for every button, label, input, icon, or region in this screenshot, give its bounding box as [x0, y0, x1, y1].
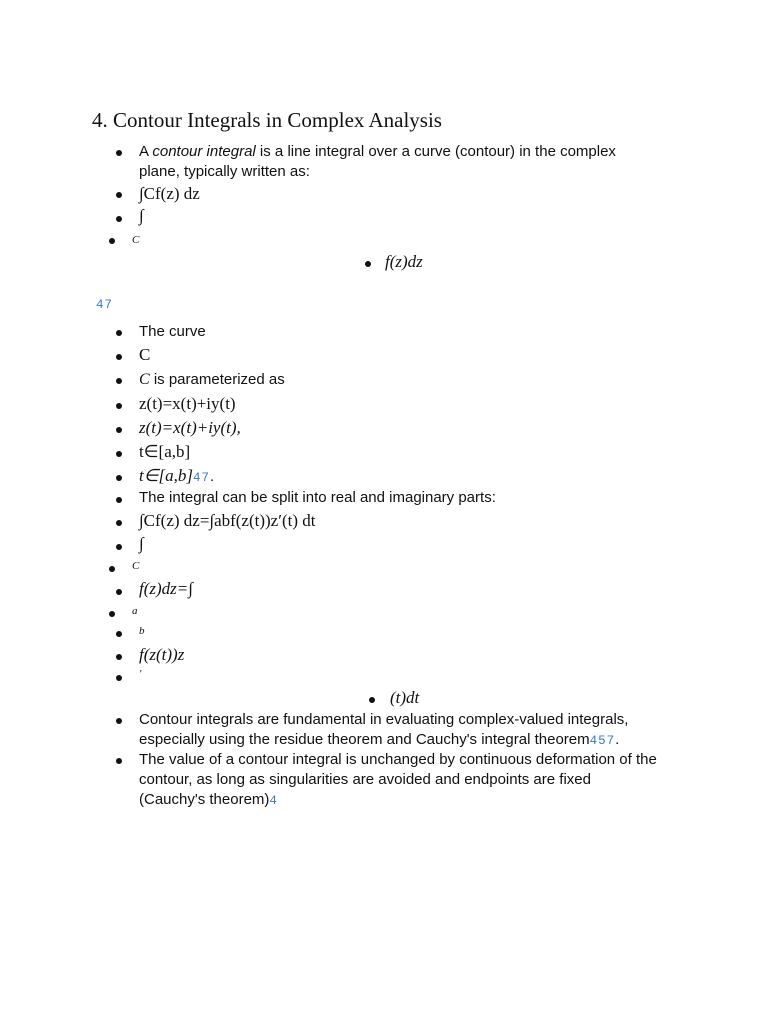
citation-link[interactable]: 47 — [96, 298, 114, 312]
variable-text: C — [139, 371, 150, 388]
list-item-text — [139, 466, 214, 486]
formula-text: f(z(t))z — [139, 645, 185, 664]
list-item-text-continuation — [139, 731, 619, 748]
formula-text: ∫ — [139, 534, 144, 553]
bullet-dot — [116, 354, 122, 360]
bullet-dot — [116, 150, 122, 156]
bullet-dot — [116, 475, 122, 481]
list-item-text-continuation — [139, 791, 278, 808]
formula-prime: ′ — [139, 668, 142, 680]
bullet-dot — [116, 192, 122, 198]
formula-subscript: a — [132, 605, 138, 617]
list-item-text: The value of a contour integral is unchanged by continuous deformation of the — [139, 751, 657, 768]
bullet-dot — [116, 654, 122, 660]
bullet-dot — [109, 566, 115, 572]
list-item-text — [139, 371, 285, 389]
text-run: is a line integral over a curve (contour) in the complex — [255, 143, 616, 160]
formula-text: f(z)dz — [385, 252, 423, 271]
bullet-dot — [109, 238, 115, 244]
bullet-dot — [365, 261, 371, 267]
bullet-dot — [116, 497, 122, 503]
bullet-dot — [369, 697, 375, 703]
formula-text: t∈[a,b] — [139, 466, 194, 485]
formula-text: ∫Cf(z) dz — [139, 184, 200, 203]
text-run: especially using the residue theorem and Cauchy's integral theorem — [139, 731, 590, 748]
formula-text: z(t)=x(t)+iy(t), — [139, 418, 241, 437]
bullet-dot — [116, 631, 122, 637]
bullet-dot — [116, 758, 122, 764]
list-item-text-continuation: plane, typically written as: — [139, 163, 310, 180]
section-title: 4. Contour Integrals in Complex Analysis — [92, 108, 442, 132]
formula-text: f(z)dz=∫ — [139, 579, 193, 598]
list-item-text: Contour integrals are fundamental in evaluating complex-valued integrals, — [139, 711, 629, 728]
citation-link[interactable]: 457 — [589, 734, 616, 748]
formula-superscript: b — [139, 625, 145, 637]
text-run: . — [615, 731, 620, 748]
list-item-text: The integral can be split into real and imaginary parts: — [139, 489, 496, 506]
text-run: (Cauchy's theorem) — [139, 791, 270, 808]
bullet-dot — [116, 330, 122, 336]
formula-text: ∫Cf(z) dz=∫abf(z(t))z′(t) dt — [139, 511, 316, 530]
citation-link[interactable]: 47 — [193, 471, 211, 485]
citation-link[interactable]: 4 — [269, 794, 278, 808]
bullet-dot — [116, 403, 122, 409]
text-run: A — [139, 143, 153, 160]
bullet-dot — [109, 611, 115, 617]
bullet-dot — [116, 544, 122, 550]
bullet-dot — [116, 675, 122, 681]
bullet-dot — [116, 427, 122, 433]
emphasis-text: contour integral — [152, 143, 256, 160]
formula-text: t∈[a,b] — [139, 442, 191, 461]
formula-text: C — [139, 345, 151, 364]
list-item-text: The curve — [139, 323, 206, 340]
text-run: is parameterized as — [149, 371, 285, 388]
bullet-dot — [116, 216, 122, 222]
formula-text: z(t)=x(t)+iy(t) — [139, 394, 236, 413]
bullet-dot — [116, 451, 122, 457]
text-run: . — [210, 468, 215, 485]
bullet-dot — [116, 378, 122, 384]
list-item-text — [139, 143, 616, 160]
bullet-dot — [116, 520, 122, 526]
formula-subscript: C — [132, 560, 140, 572]
bullet-dot — [116, 589, 122, 595]
formula-text: ∫ — [139, 206, 144, 225]
bullet-dot — [116, 718, 122, 724]
formula-text: (t)dt — [390, 688, 420, 707]
list-item-text-continuation: contour, as long as singularities are avoided and endpoints are fixed — [139, 771, 591, 788]
formula-subscript: C — [132, 234, 140, 246]
